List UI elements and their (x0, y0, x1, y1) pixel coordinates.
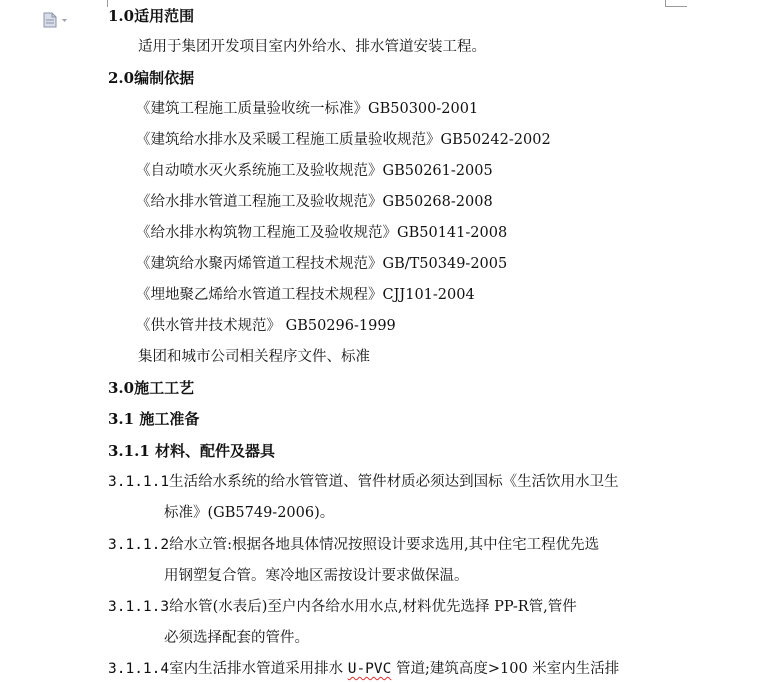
item-text: 给水管(水表后)至户内各给水用水点,材料优先选择 PP-R管,管件 (169, 599, 577, 615)
item-number: 3.1.1.1 (108, 474, 170, 490)
item-text: 生活给水系统的给水管管道、管件材质必须达到国标《生活饮用水卫生 (169, 474, 619, 490)
standard-item: 《自动喷水灭火系统施工及验收规范》GB50261-2005 (136, 163, 493, 179)
standard-item: 《建筑给水排水及采暖工程施工质量验收规范》GB50242-2002 (136, 132, 551, 148)
document-icon[interactable] (42, 12, 70, 28)
page-corner-mark (665, 6, 687, 7)
standard-item: 《埋地聚乙烯给水管道工程技术规程》CJJ101-2004 (136, 287, 475, 303)
list-item-continuation: 标准》(GB5749-2006)。 (164, 505, 335, 521)
item-text: 给水立管:根据各地具体情况按照设计要求选用,其中住宅工程优先选 (169, 537, 600, 553)
paragraph: 集团和城市公司相关程序文件、标准 (138, 349, 370, 365)
subsection-heading: 3.1.1 材料、配件及器具 (108, 442, 275, 460)
item-text: 室内生活排水管道采用排水 (169, 661, 348, 677)
item-number: 3.1.1.4 (108, 661, 170, 677)
list-item (108, 535, 599, 555)
section-heading: 1.0适用范围 (108, 7, 195, 25)
paragraph: 适用于集团开发项目室内外给水、排水管道安装工程。 (138, 39, 486, 55)
item-number: 3.1.1.2 (108, 537, 170, 553)
standard-item: 《供水管井技术规范》 GB50296-1999 (136, 318, 396, 334)
item-number: 3.1.1.3 (108, 599, 170, 615)
page-corner-mark (665, 0, 666, 7)
section-heading: 3.0施工工艺 (108, 379, 195, 397)
spellcheck-flagged-word[interactable]: U-PVC (347, 661, 392, 677)
list-item (108, 659, 619, 679)
list-item (108, 597, 577, 617)
standard-item: 《给水排水构筑物工程施工及验收规范》GB50141-2008 (136, 225, 508, 241)
list-item (108, 472, 619, 492)
list-item-continuation: 必须选择配套的管件。 (164, 630, 309, 646)
standard-item: 《建筑工程施工质量验收统一标准》GB50300-2001 (136, 101, 479, 117)
item-text: 管道;建筑高度>100 米室内生活排 (391, 661, 620, 677)
standard-item: 《给水排水管道工程施工及验收规范》GB50268-2008 (136, 194, 493, 210)
section-heading: 2.0编制依据 (108, 69, 195, 87)
list-item-continuation: 用钢塑复合管。寒冷地区需按设计要求做保温。 (164, 568, 469, 584)
standard-item: 《建筑给水聚丙烯管道工程技术规范》GB/T50349-2005 (136, 256, 508, 272)
subsection-heading: 3.1 施工准备 (108, 410, 200, 428)
